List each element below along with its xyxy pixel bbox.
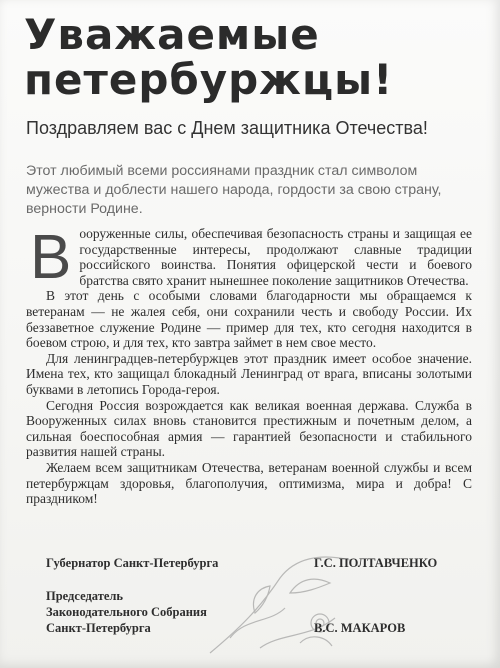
chair-signature: [46, 588, 466, 636]
paragraph-5: Желаем всем защитникам Отечества, ветеранам военной службы и всем петербуржцам здоровья, благополучия, оптимизма, мира и добра! С праздником!: [26, 459, 472, 507]
governor-name: Г.С. ПОЛТАВЧЕНКО: [314, 556, 438, 570]
paragraph-1: [26, 223, 472, 292]
lead-paragraph: Этот любимый всеми россиянами праздник стал символом мужества и доблести нашего народа, гордости за свою страну, верности Родине.: [26, 163, 442, 217]
governor-signature: [46, 556, 466, 571]
chair-title-line-1: Председатель: [46, 589, 124, 603]
headline-line-1: Уважаемые: [24, 10, 320, 59]
paragraph-3: Для ленинградцев-петербуржцев этот праздник имеет особое значение. Имена тех, кто защищал блокадный Ленинград от врага, вписаны золотыми буквами в летопись Города-героя.: [26, 350, 472, 397]
subheadline: Поздравляем вас с Днем защитника Отечества!: [26, 118, 428, 138]
headline-line-2: петербуржцы!: [24, 55, 394, 104]
chair-title-line-3: Санкт-Петербурга: [46, 621, 151, 635]
paragraph-2: В этот день с особыми словами благодарности мы обращаемся к ветеранам — не жалея себя, они сохранили честь и свободу России. Их беззаветное служение Родине — пример для тех, кто сегодня находится в боевом строю, и для тех, кто завтра займет в нем свое место.: [26, 288, 472, 351]
paragraph-1-text: ооруженные силы, обеспечивая безопасность страны и защищая ее государственные интересы, продолжают славные традиции российского воинства. Понятия офицерской чести и боевого братства свято хранит нынешнее поколение защитников Отечества.: [79, 226, 472, 288]
headline: [24, 12, 494, 102]
chair-title-line-2: Законодательного Собрания: [46, 605, 207, 619]
governor-title: Губернатор Санкт-Петербурга: [46, 556, 219, 570]
drop-cap: В: [30, 223, 72, 292]
article-body: [26, 223, 472, 507]
paragraph-4: Сегодня Россия возрождается как великая военная держава. Служба в Вооруженных силах вновь становится престижным и почетным делом, а сильная боеспособная армия — гарантией безопасности и стабильного развития нашей страны.: [26, 397, 472, 460]
chair-name: В.С. МАКАРОВ: [314, 621, 406, 635]
